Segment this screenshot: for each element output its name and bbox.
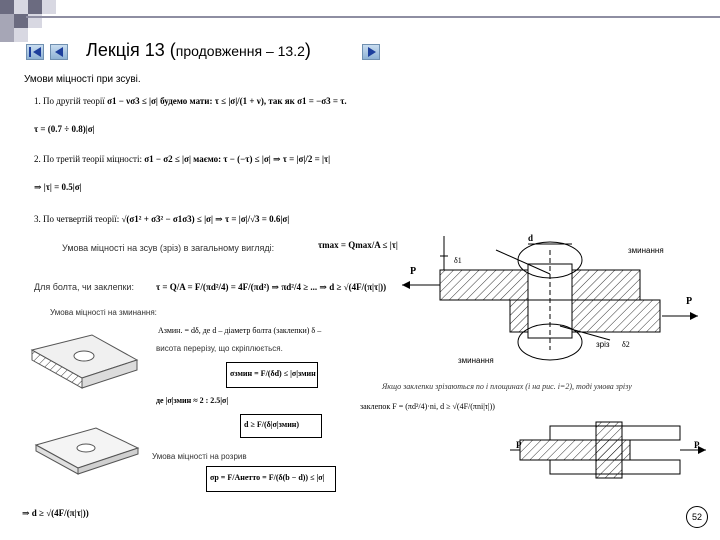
tension-formula-box: σp = F/Aнетто = F/(δ(b − d)) ≤ |σ| — [206, 466, 336, 492]
crush-ratio: де |σ|змин ≈ 2 : 2.5|σ| — [156, 396, 229, 405]
figure-label-p-left: P — [410, 266, 417, 277]
theory-2-result: τ = (0.7 ÷ 0.8)|σ| — [34, 124, 95, 134]
theory-3-heading: 2. По третій теорії міцності: σ1 − σ2 ≤ |σ| маємо: τ − (−τ) ≤ |σ| ⇒ τ = |σ|/2 = |τ| — [34, 154, 331, 164]
theory-2-heading: 1. По другій теорії σ1 − νσ3 ≤ |σ| будемо мати: τ ≤ |σ|/(1 + ν), так як σ1 = −σ3 = τ. — [34, 96, 347, 106]
previous-slide-button[interactable] — [50, 44, 68, 60]
bolt-label: Для болта, чи заклепки: — [34, 282, 134, 292]
first-slide-button[interactable] — [26, 44, 44, 60]
page-title: Лекція 13 (продовження – 13.2) — [86, 40, 311, 60]
figure-label-shear: зріз — [596, 340, 610, 349]
page-number-badge: 52 — [686, 506, 708, 528]
figure-label-p-right: P — [686, 296, 693, 307]
theory-4-heading: 3. По четвертій теорії: √(σ1² + σ3² − σ1σ3) ≤ |σ| ⇒ τ = |σ|/√3 = 0.6|σ| — [34, 214, 290, 224]
figure2-label-p-right: P — [694, 440, 700, 450]
figure-label-d: d — [528, 233, 534, 243]
figure-label-delta1: δ1 — [454, 256, 462, 265]
plate-hole-sketch-figure — [26, 420, 146, 490]
figure-label-crush-bottom: зминання — [458, 356, 494, 365]
figure-label-crush-top: зминання — [628, 246, 664, 255]
crush-label: Умова міцності на зминання: — [50, 308, 157, 317]
double-shear-figure — [510, 420, 710, 480]
intro-text: Умови міцності при зсуві. — [24, 74, 141, 85]
general-condition-label: Умова міцності на зсув (зріз) в загальному вигляді: — [62, 243, 275, 253]
plate-sketch-figure — [22, 330, 142, 410]
figure-label-delta2: δ2 — [622, 340, 630, 349]
next-slide-button[interactable] — [362, 44, 380, 60]
crush-height-text: висота перерізу, що скріплюється. — [156, 344, 283, 353]
theory-3-result: ⇒ |τ| = 0.5|σ| — [34, 182, 82, 192]
figure2-label-p-left: P — [516, 440, 522, 450]
general-condition-formula: τmax = Qmax/A ≤ |τ| — [318, 240, 398, 250]
crush-formula-box: σзмин = F/(δd) ≤ |σ|змин — [226, 362, 318, 388]
final-diameter-formula: ⇒ d ≥ √(4F/(π|τ|)) — [22, 508, 89, 518]
multi-plane-note: Якщо заклепки зрізаються по і площинах (і на рис. і=2), тоді умова зрізу — [382, 382, 632, 391]
crush-area-text: Aзмин. = dδ, де d – діаметр болта (заклепки) δ – — [158, 326, 322, 335]
crush-diameter-box: d ≥ F/(δ|σ|змин) — [240, 414, 322, 438]
multi-plane-formula: заклепок F = (πd²/4)·ni, d ≥ √(4F/(πni|τ|)) — [360, 402, 495, 411]
bolt-formula: τ = Q/A = F/(πd²/4) = 4F/(πd²) ⇒ πd²/4 ≥ ... ⇒ d ≥ √(4F/(π|τ|)) — [156, 282, 387, 292]
tension-label: Умова міцності на розрив — [152, 452, 247, 461]
